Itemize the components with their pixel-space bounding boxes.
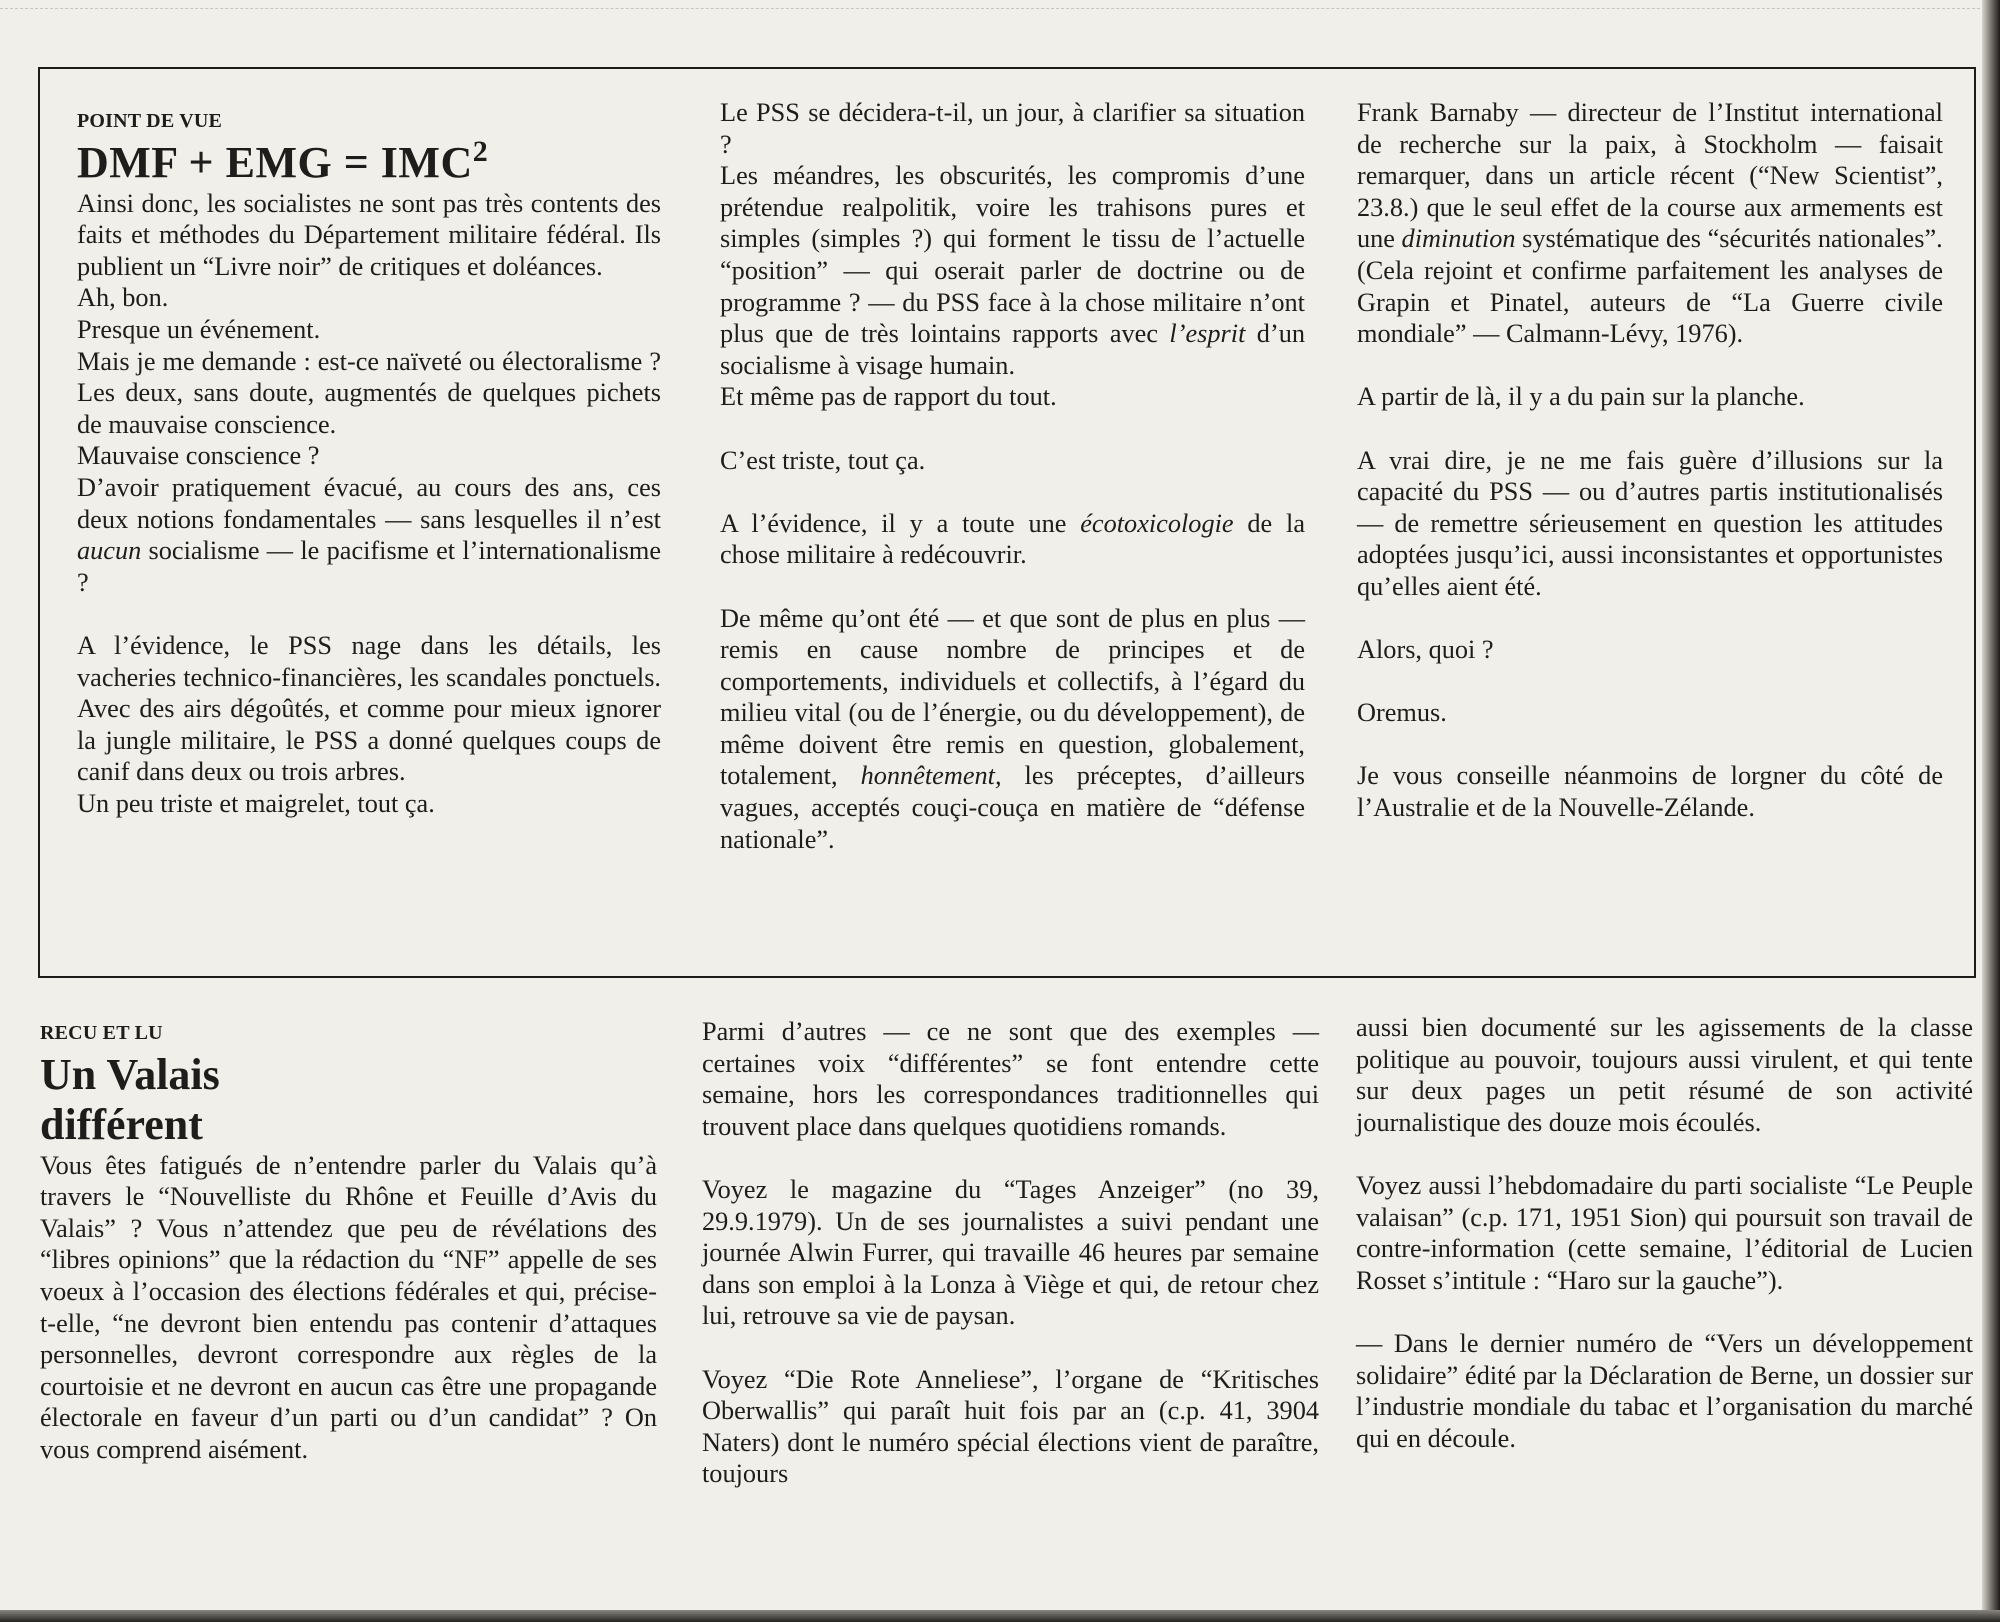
a1c1-paragraph-7: A l’évidence, le PSS nage dans les détails, les vacheries technico-financières, les scandales ponctuels. Avec des airs dégoûtés, et comme pour mieux ignorer la jungle militaire, le PSS a donné quelques coups de canif dans deux ou trois arbres. (77, 630, 661, 787)
a1c1-p6-part-a: D’avoir pratiquement évacué, au cours des ans, ces deux notions fondamentales — sans lesquelles il n’est (77, 472, 661, 534)
a1c2-paragraph-5 (720, 508, 1305, 571)
a1c3-p1-part-a: Frank Barnaby — directeur de l’Institut international de recherche sur la paix, à Stockholm — faisait remarquer, dans un article récent (“New Scientist”, 23.8.) que le seul effet de la course aux armements est une (1357, 98, 1943, 254)
article1-headline-exponent: 2 (472, 134, 489, 168)
a2c3-paragraph-1: aussi bien documenté sur les agissements de la classe politique au pouvoir, toujours aussi virulent, et qui tente sur deux pages un petit résumé de son activité journalistique des douze mois écoulés. (1356, 1013, 1973, 1137)
a2c2-paragraph-3: Voyez “Die Rote Anneliese”, l’organe de “Kritisches Oberwallis” qui paraît huit fois par an (c.p. 41, 3904 Naters) dont le numéro spécial élections vient de paraître, toujours (702, 1364, 1319, 1489)
a1c3-paragraph-4: A vrai dire, je ne me fais guère d’illusions sur la capacité du PSS — ou d’autres partis institutionalisés — de remettre sérieusement en question les attitudes adoptées jusqu’ici, aussi inconsistantes et opportunistes qu’elles aient été. (1357, 445, 1943, 601)
page-binding-edge (1982, 0, 2000, 1622)
a1c3-paragraph-1 (1357, 97, 1943, 255)
article1-headline (77, 134, 661, 188)
a1c3-paragraph-5: Alors, quoi ? (1357, 635, 1494, 665)
a1c2-paragraph-1: Le PSS se décidera-t-il, un jour, à clarifier sa situation ? (720, 98, 1305, 159)
a1c3-paragraph-7: Je vous conseille néanmoins de lorgner du côté de l’Australie et de la Nouvelle-Zélande. (1357, 761, 1943, 823)
a1c2-p2-emphasis: l’esprit (1169, 319, 1246, 349)
article1-column-1 (77, 106, 661, 819)
article2-kicker: RECU ET LU (40, 1022, 163, 1044)
a1c3-paragraph-6: Oremus. (1357, 698, 1447, 728)
a2c2-paragraph-2: Voyez le magazine du “Tages Anzeiger” (no 39, 29.9.1979). Un de ses journalistes a suivi pendant une journée Alwin Furrer, qui travaille 46 heures par semaine dans son emploi à la Lonza à Viège et qui, de retour chez lui, retrouve sa vie de paysan. (702, 1174, 1319, 1331)
a1c1-paragraph-6 (77, 472, 661, 598)
article1-headline-text: DMF + EMG = IMC (77, 137, 473, 187)
a2c3-paragraph-2: Voyez aussi l’hebdomadaire du parti socialiste “Le Peuple valaisan” (c.p. 171, 1951 Sion) qui poursuit son travail de contre-information (cette semaine, l’éditorial de Lucien Rosset s’intitule : “Haro sur la gauche”). (1356, 1170, 1973, 1295)
article2-headline-line-2: différent (40, 1099, 203, 1149)
a1c1-p6-part-b: socialisme — le pacifisme et l’internationalisme ? (77, 536, 661, 597)
a1c1-p6-emphasis: aucun (77, 536, 142, 566)
article1-column-3 (1357, 97, 1943, 824)
a1c1-paragraph-1: Ainsi donc, les socialistes ne sont pas très contents des faits et méthodes du Département militaire fédéral. Ils publient un “Livre noir” de critiques et doléances. (77, 188, 661, 281)
a1c3-p1-part-b: systématique des “sécurités nationales”. (1515, 224, 1943, 254)
a1c3-paragraph-2: (Cela rejoint et confirme parfaitement les analyses de Grapin et Pinatel, auteurs de “La Guerre civile mondiale” — Calmann-Lévy, 1976). (1357, 255, 1943, 349)
article2-headline (40, 1050, 260, 1150)
a1c2-paragraph-2 (720, 160, 1305, 381)
a1c1-paragraph-3: Presque un événement. (77, 314, 321, 344)
article1-kicker: POINT DE VUE (77, 110, 223, 132)
a1c1-paragraph-4: Mais je me demande : est-ce naïveté ou électoralisme ? Les deux, sans doute, augmentés de quelques pichets de mauvaise conscience. (77, 346, 661, 439)
page-bottom-edge (0, 1610, 2000, 1622)
a1c2-paragraph-6 (720, 603, 1305, 856)
a1c1-paragraph-5: Mauvaise conscience ? (77, 441, 320, 471)
a1c2-p2-part-b: d’un socialisme à visage humain. (720, 319, 1305, 380)
article1-column-2 (720, 97, 1305, 855)
a1c1-paragraph-2: Ah, bon. (77, 283, 169, 313)
article2-column-1 (40, 1018, 657, 1466)
a1c2-p6-emphasis: honnêtement, (860, 761, 1002, 791)
a2c1-paragraph-1: Vous êtes fatigués de n’entendre parler du Valais qu’à travers le “Nouvelliste du Rhône et Feuille d’Avis du Valais” ? Vous n’attendez que peu de révélations des “libres opinions” que la rédaction du “NF” appelle de ses voeux à l’occasion des élections fédérales et qui, précise-t-elle, “ne devront bien entendu pas contenir d’attaques personnelles, devront correspondre aux règles de la courtoisie et ne devront en aucun cas être une propagande électorale en faveur d’un parti ou d’un candidat” ? On vous comprend aisément. (40, 1150, 657, 1464)
a1c3-p1-emphasis: diminution (1401, 224, 1516, 254)
article2-headline-line-1: Un Valais (40, 1049, 220, 1099)
article2-column-2 (702, 1016, 1319, 1490)
a1c2-p2-part-a: Les méandres, les obscurités, les compromis d’une prétendue realpolitik, voire les trahisons pures et simples (simples ?) qui forment le tissu de l’actuelle “position” — qui oserait parler de doctrine ou de programme ? — du PSS face à la chose militaire n’ont plus que de très lointains rapports avec (720, 161, 1305, 349)
a1c3-paragraph-3: A partir de là, il y a du pain sur la planche. (1357, 382, 1805, 412)
a1c2-p5-part-a: A l’évidence, il y a toute une (720, 508, 1081, 538)
a1c2-p6-part-b: les préceptes, d’ailleurs vagues, acceptés couçi-couça en matière de “défense nationale”. (720, 761, 1305, 854)
a2c3-paragraph-3: — Dans le dernier numéro de “Vers un développement solidaire” édité par la Déclaration de Berne, un dossier sur l’industrie mondiale du tabac et l’organisation du marché qui en découle. (1356, 1328, 1973, 1453)
a1c2-paragraph-4: C’est triste, tout ça. (720, 445, 926, 475)
a1c2-p5-part-b: de la chose militaire à redécouvrir. (720, 508, 1305, 570)
page-top-rule (0, 8, 1980, 9)
a1c2-paragraph-3: Et même pas de rapport du tout. (720, 382, 1057, 412)
a2c2-paragraph-1: Parmi d’autres — ce ne sont que des exemples — certaines voix “différentes” se font entendre cette semaine, hors les correspondances traditionnelles qui trouvent place dans quelques quotidiens romands. (702, 1017, 1319, 1141)
a1c1-paragraph-8: Un peu triste et maigrelet, tout ça. (77, 788, 435, 818)
a1c2-p5-emphasis: écotoxicologie (1080, 508, 1234, 538)
a1c2-p6-part-a: De même qu’ont été — et que sont de plus en plus — remis en cause nombre de principes et de comportements, individuels et collectifs, à l’égard du milieu vital (ou de l’énergie, ou du développement), de même doivent être remis en question, globalement, totalement, (720, 603, 1305, 791)
article2-column-3 (1356, 1012, 1973, 1454)
